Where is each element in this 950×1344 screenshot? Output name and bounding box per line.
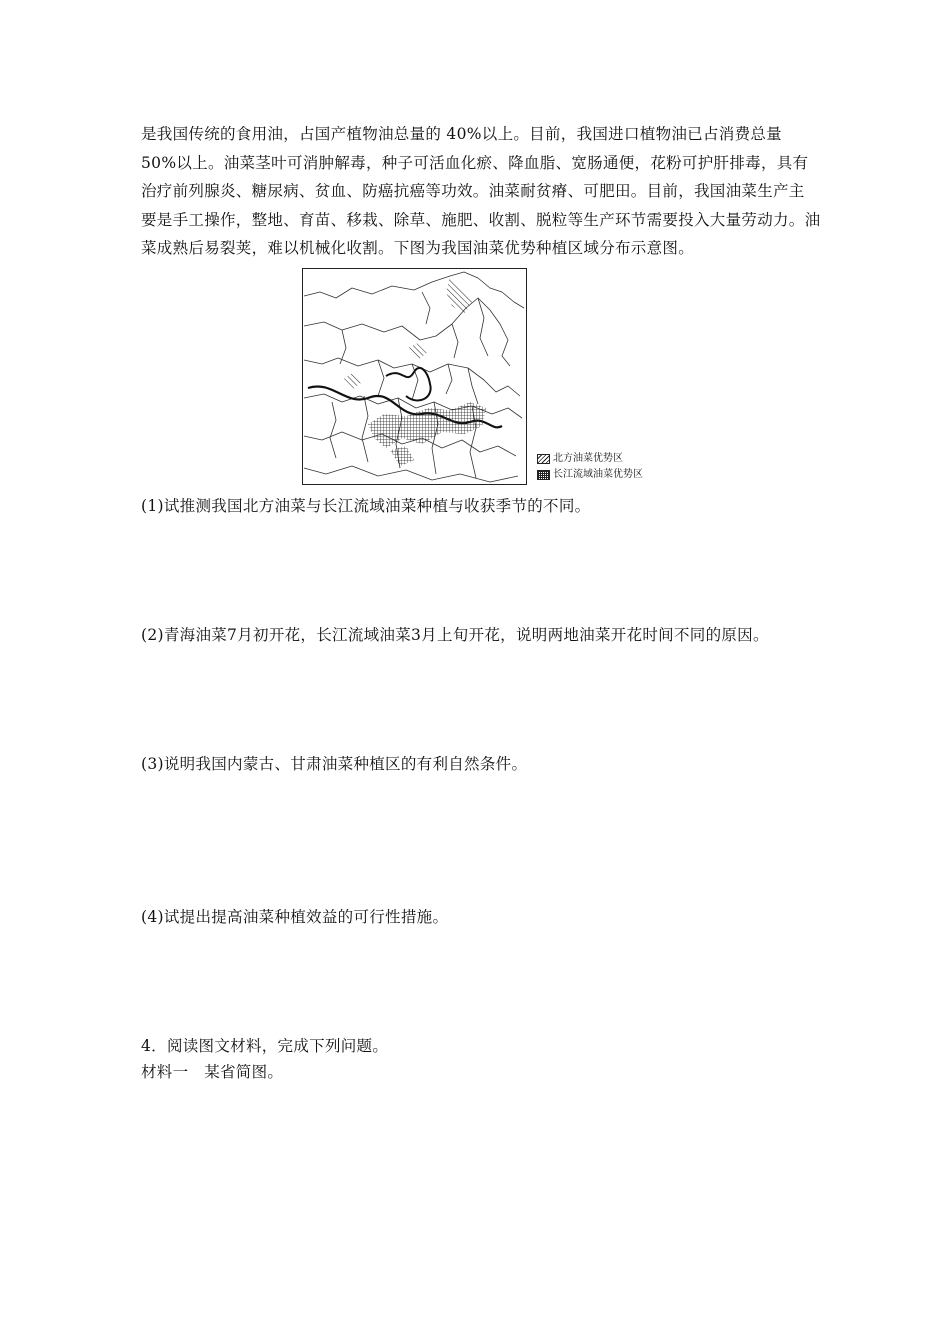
passage (141, 120, 821, 263)
passage-line: 治疗前列腺炎、糖尿病、贫血、防癌抗癌等功效。油菜耐贫瘠、可肥田。目前，我国油菜生产主 (141, 182, 805, 200)
material-one-label: 材料一 某省简图。 (141, 1063, 284, 1081)
grid-swatch-icon (537, 470, 550, 480)
passage-line: 菜成熟后易裂荚，难以机械化收割。下图为我国油菜优势种植区域分布示意图。 (141, 239, 695, 257)
passage-line: 是我国传统的食用油，占国产植物油总量的 40%以上。目前，我国进口植物油已占消费总量 (141, 125, 782, 143)
legend-yangtze: 长江流域油菜优势区 (537, 467, 643, 483)
map-legend (537, 451, 643, 483)
problem-4-heading: 4．阅读图文材料，完成下列问题。 (141, 1037, 389, 1055)
legend-north: 北方油菜优势区 (537, 451, 643, 467)
question-3: (3)说明我国内蒙古、甘肃油菜种植区的有利自然条件。 (141, 755, 528, 773)
question-4: (4)试提出提高油菜种植效益的可行性措施。 (141, 908, 449, 926)
question-2: (2)青海油菜7月初开花，长江流域油菜3月上旬开花，说明两地油菜开花时间不同的原因。 (141, 626, 769, 644)
china-rapeseed-map (302, 268, 527, 485)
passage-line: 要是手工操作，整地、育苗、移栽、除草、施肥、收割、脱粒等生产环节需要投入大量劳动力。油 (141, 210, 821, 229)
passage-line: 50%以上。油菜茎叶可消肿解毒，种子可活血化瘀、降血脂、宽肠通便，花粉可护肝排毒，具有 (141, 153, 809, 172)
question-1: (1)试推测我国北方油菜与长江流域油菜种植与收获季节的不同。 (141, 497, 591, 515)
hatch-swatch-icon (537, 454, 550, 464)
